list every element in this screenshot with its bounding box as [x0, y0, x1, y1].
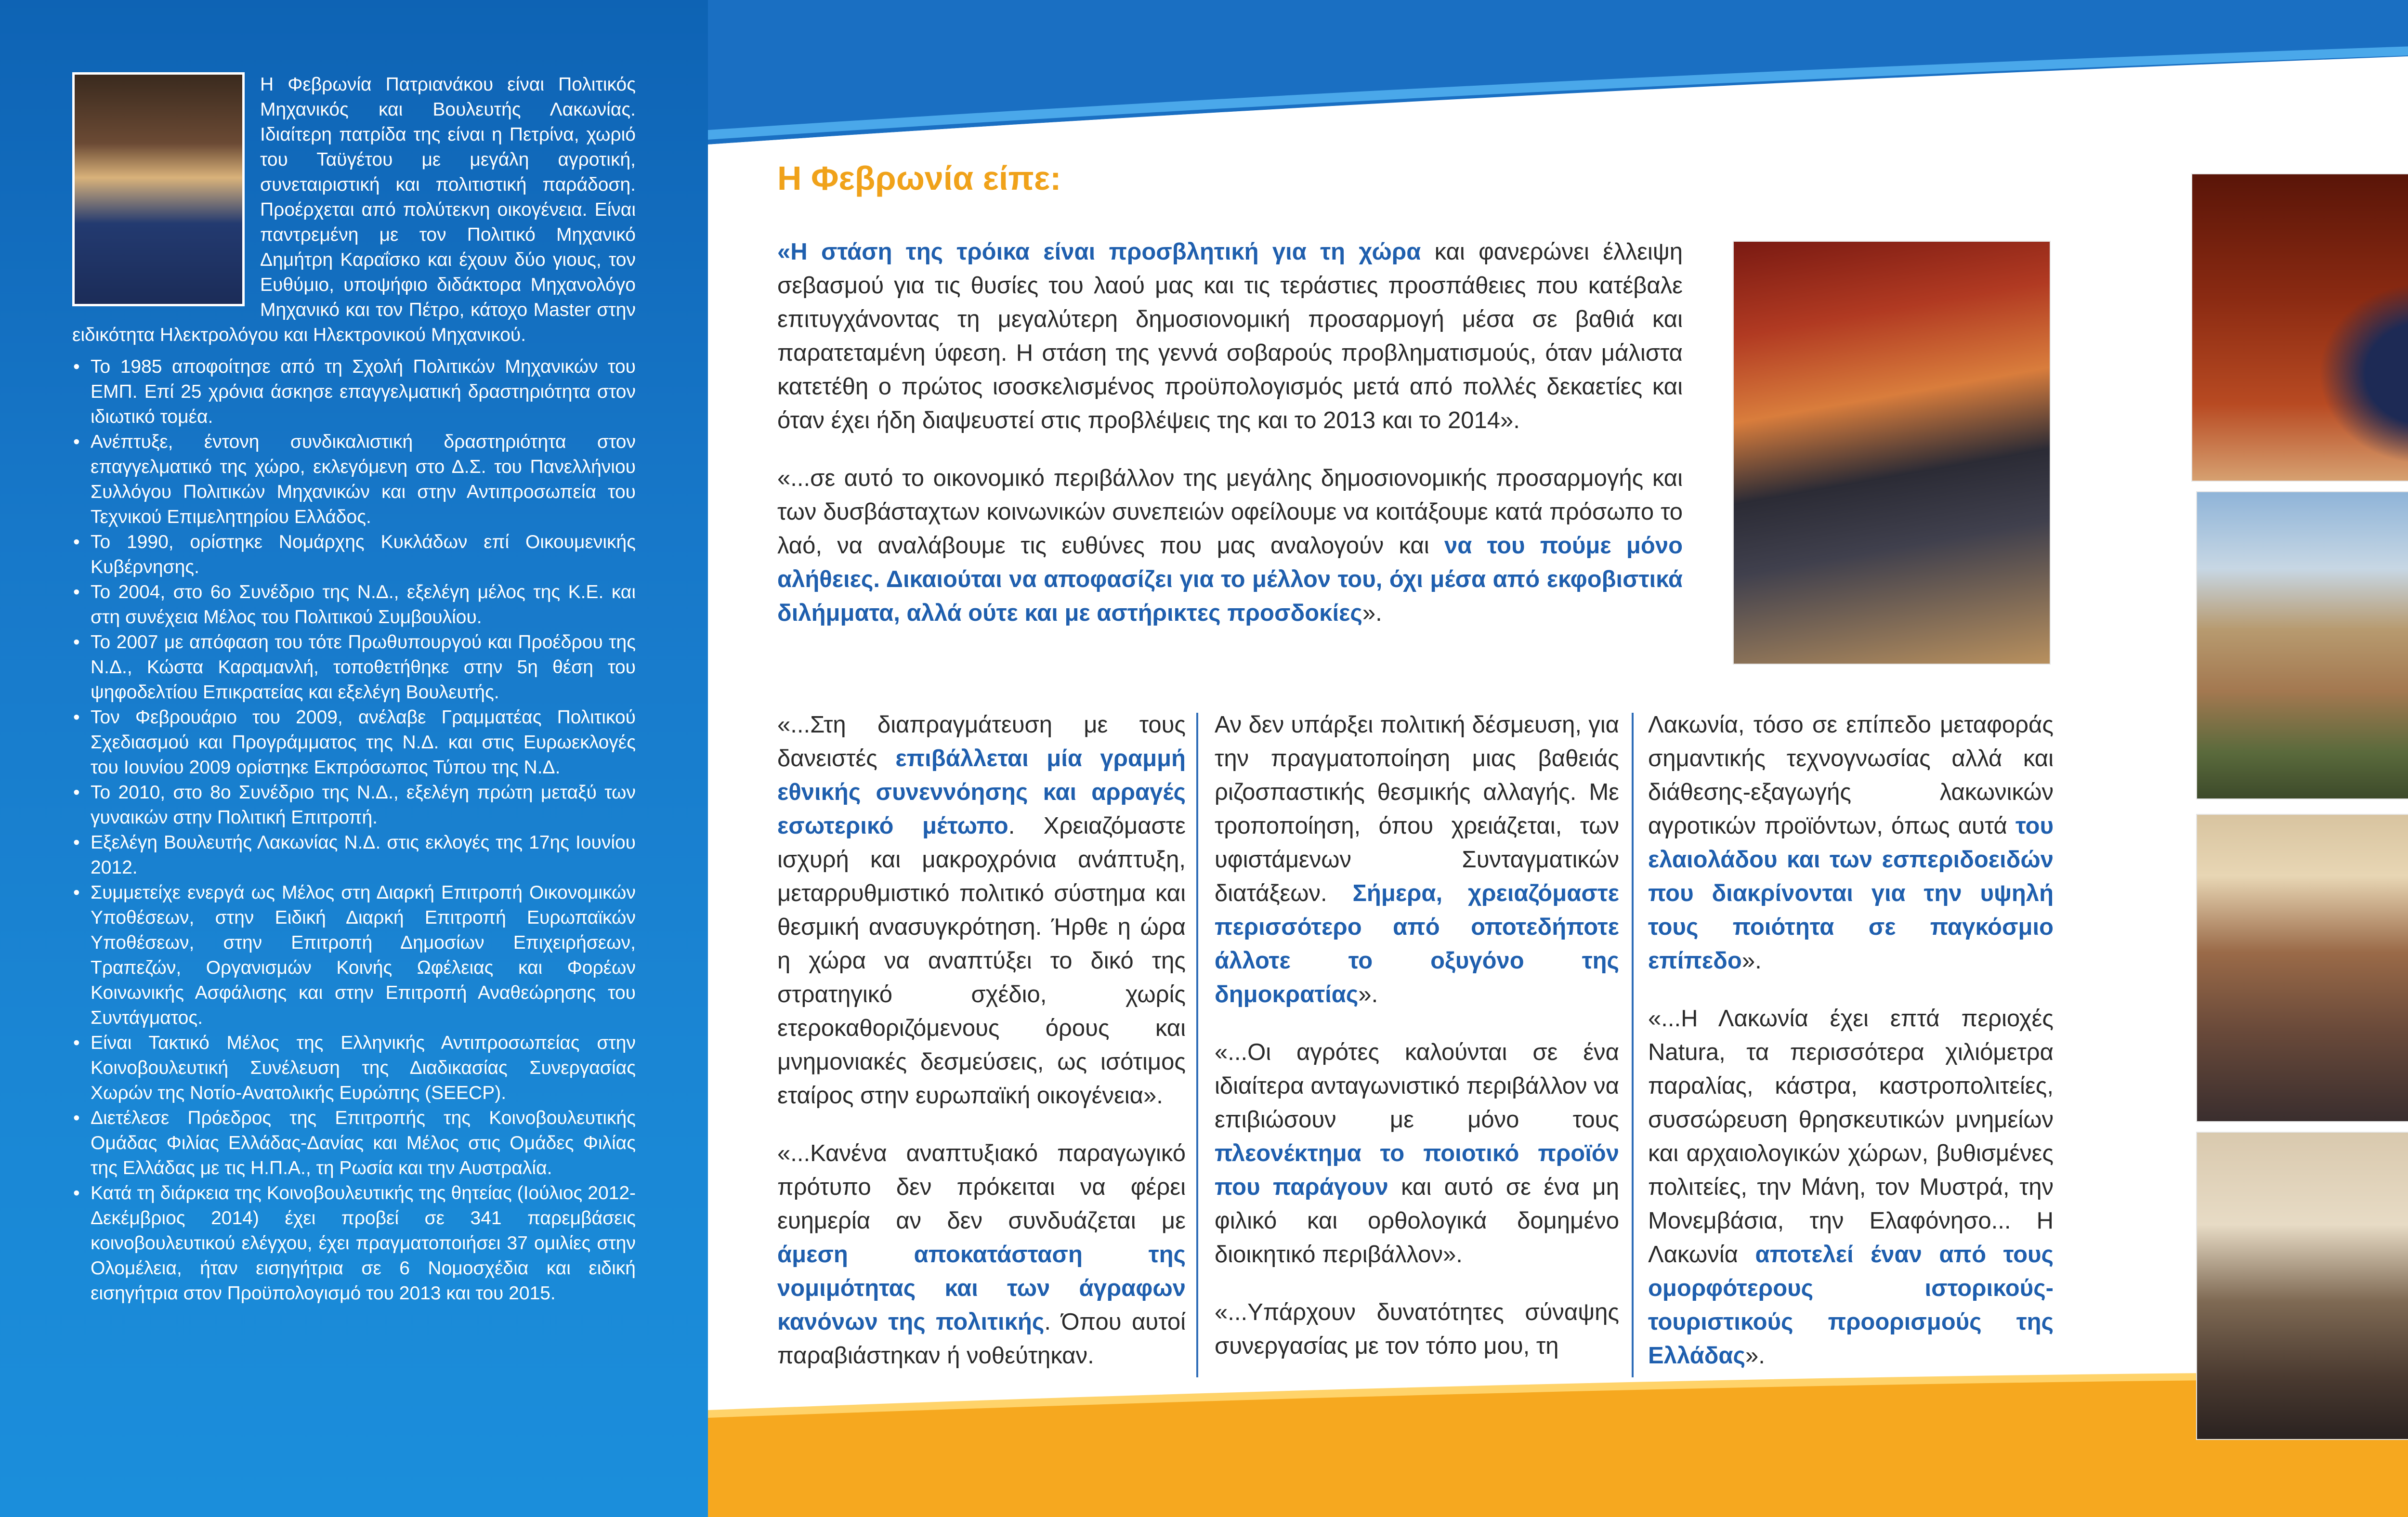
intro-quotes	[777, 235, 1683, 654]
intro-quote-1	[777, 235, 1683, 437]
highlight-text: «Η στάση της τρόικα είναι προσβλητική για τη χώρα	[777, 239, 1421, 265]
quote-paragraph	[1215, 1295, 1619, 1363]
biography-item: • Είναι Τακτικό Μέλος της Ελληνικής Αντιπροσωπείας στην Κοινοβουλευτική Συνέλευση της Διαδικασίας Συνεργασίας Χωρών της Νοτίο-Ανατολικής Ευρώπης (SEECP).	[72, 1031, 636, 1106]
biography-item: • Διετέλεσε Πρόεδρος της Επιτροπής της Κοινοβουλευτικής Ομάδας Φιλίας Ελλάδας-Δανίας και Μέλος στις Ομάδες Φιλίας της Ελλάδας με τις Η.Π.Α., τη Ρωσία και την Αυστραλία.	[72, 1106, 636, 1181]
biography-item: • Το 2010, στο 8ο Συνέδριο της Ν.Δ., εξελέγη πρώτη μεταξύ των γυναικών στην Πολιτική Επιτροπή.	[72, 780, 636, 830]
speech-photo	[2191, 173, 2408, 482]
body-text: . Όπου αυτοί παραβιάστηκαν ή νοθεύτηκαν.	[777, 1309, 1186, 1369]
text-column-2	[1215, 708, 1619, 1387]
highlight-text: επιβάλλεται μία γραμμή εθνικής συνεννόησης και αρραγές εσωτερικό μέτωπο	[777, 745, 1186, 839]
biography-item: • Κατά τη διάρκεια της Κοινοβουλευτικής της θητείας (Ιούλιος 2012-Δεκέμβριος 2014) έχει προβεί σε 341 παρεμβάσεις κοινοβουλευτικού ελέγχου, έχει πραγματοποιήσει 37 ομιλίες στην Ολομέλεια, ήταν εισηγήτρια σε 6 Νομοσχέδια και ειδική εισηγήτρια στον Προϋπολογισμό του 2013 και του 2015.	[72, 1181, 636, 1306]
body-text: και φανερώνει έλλειψη σεβασμού για τις θυσίες του λαού μας και τις τεράστιες προσπάθειες που κατέβαλε επιτυγχάνοντας τη μεγαλύτερη δημοσιονομική προσαρμογή μέσα σε βαθιά και παρατεταμένη ύφεση. Η στάση της γεννά σοβαρούς προβληματισμούς, όταν μάλιστα κατετέθη ο πρώτος ισοσκελισμένος προϋπολογισμός μετά από πολλές δεκαετίες και όταν έχει ήδη διαψευστεί στις προβλέψεις της και το 2013 και το 2014».	[777, 239, 1683, 433]
highlight-text: του ελαιολάδου και των εσπεριδοειδών που διακρίνονται για την υψηλή τους ποιότητα σε παγκόσμιο επίπεδο	[1648, 813, 2054, 974]
highlight-text: Σήμερα, χρειαζόμαστε περισσότερο από οποτεδήποτε άλλοτε το οξυγόνο της δημοκρατίας	[1215, 880, 1619, 1007]
body-text: . Χρειαζόμαστε ισχυρή και μακροχρόνια ανάπτυξη, μεταρρυθμιστικό πολιτικό σύστημα και θεσμική ανασυγκρότηση. Ήρθε η ώρα η χώρα να αναπτύξει το δικό της στρατηγικό σχέδιο, χωρίς ετεροκαθοριζόμενους όρους και μνημονιακές δεσμεύσεις, ως ισότιμος εταίρος στην ευρωπαϊκή οικογένεια».	[777, 813, 1186, 1109]
highlight-text: άμεση αποκατάσταση της νομιμότητας και των άγραφων κανόνων της πολιτικής	[777, 1242, 1186, 1335]
biography-intro: Η Φεβρωνία Πατριανάκου είναι Πολιτικός Μηχανικός και Βουλευτής Λακωνίας. Ιδιαίτερη πατρίδα της είναι η Πετρίνα, χωριό του Ταϋγέτου με μεγάλη αγροτική, συνεταιριστική και πολιτιστική παράδοση. Προέρχεται από πολύτεκνη οικογένεια. Είναι παντρεμένη με τον Πολιτικό Μηχανικό Δημήτρη Καραΐσκο και έχουν δύο γιους, τον Ευθύμιο, υποψήφιο διδάκτορα Μηχανολόγο Μηχανικό και τον Πέτρο, κάτοχο Master στην ειδικότητα Ηλεκτρολόγου και Ηλεκτρονικού Μηχανικού.	[72, 74, 636, 345]
biography-list	[72, 354, 636, 1306]
biography-sidebar	[0, 0, 708, 1517]
column-divider	[1196, 713, 1198, 1377]
biography-item: • Το 1985 αποφοίτησε από τη Σχολή Πολιτικών Μηχανικών του ΕΜΠ. Επί 25 χρόνια άσκησε επαγγελματική δραστηριότητα στον ιδιωτικό τομέα.	[72, 354, 636, 430]
text-column-1	[777, 708, 1186, 1397]
body-text: ».	[1358, 981, 1378, 1007]
highlight-text: αποτελεί έναν από τους ομορφότερους ιστορικούς-τουριστικούς προορισμούς της Ελλάδας	[1648, 1242, 2054, 1369]
body-text: «...Υπάρχουν δυνατότητες σύναψης συνεργασίας με τον τόπο μου, τη	[1215, 1299, 1619, 1359]
body-text: ».	[1362, 600, 1382, 626]
quote-paragraph	[777, 708, 1186, 1112]
body-text: «...σε αυτό το οικονομικό περιβάλλον της μεγάλης δημοσιονομικής προσαρμογής και των δυσβάσταχτων κοινωνικών συνεπειών οφείλουμε να κοιτάξουμε κατά πρόσωπο το λαό, να αναλάβουμε τις ευθύνες που μας αναλογούν και	[777, 465, 1683, 559]
body-text: ».	[1745, 1343, 1765, 1369]
page-heading: Η Φεβρωνία είπε:	[777, 159, 1061, 197]
body-text: «...Κανένα αναπτυξιακό παραγωγικό πρότυπο δεν πρόκειται να φέρει ευημερία αν δεν συνδυάζεται με	[777, 1140, 1186, 1234]
quote-paragraph	[1215, 1035, 1619, 1271]
biography-item: • Ανέπτυξε, έντονη συνδικαλιστική δραστηριότητα στον επαγγελματικό της χώρο, εκλεγόμενη στο Δ.Σ. του Πανελλήνιου Συλλόγου Πολιτικών Μηχανικών και στην Αντιπροσωπεία του Τεχνικού Επιμελητηρίου Ελλάδος.	[72, 430, 636, 530]
outdoor-gathering-photo	[2196, 1132, 2408, 1440]
biography-item: • Το 2007 με απόφαση του τότε Πρωθυπουργού και Προέδρου της Ν.Δ., Κώστα Καραμανλή, τοποθετήθηκε στην 5η θέση του ψηφοδελτίου Επικρατείας και εξελέγη Βουλευτής.	[72, 630, 636, 705]
parliament-session-photo	[1733, 241, 2051, 665]
body-text: «...Στη διαπραγμάτευση με τους δανειστές	[777, 712, 1186, 772]
quote-paragraph	[777, 1137, 1186, 1373]
biography-item: • Εξελέγη Βουλευτής Λακωνίας Ν.Δ. στις εκλογές της 17ης Ιουνίου 2012.	[72, 830, 636, 880]
biography-item: • Το 1990, ορίστηκε Νομάρχης Κυκλάδων επί Οικουμενικής Κυβέρνησης.	[72, 530, 636, 580]
intro-quote-2	[777, 461, 1683, 630]
top-wave-decoration	[708, 0, 2408, 144]
body-text: «...Η Λακωνία έχει επτά περιοχές Natura, τα περισσότερα χιλιόμετρα παραλίας, κάστρα, καστροπολιτείες, συσσώρευση θρησκευτικών μνημείων και αρχαιολογικών χώρων, βυθισμένες πολιτείες, την Μάνη, τον Μυστρά, την Μονεμβάσια, την Ελαφόνησο... Η Λακωνία	[1648, 1006, 2054, 1268]
highlight-text: πλεονέκτημα το ποιοτικό προϊόν που παράγουν	[1215, 1140, 1619, 1200]
biography-item: • Συμμετείχε ενεργά ως Μέλος στη Διαρκή Επιτροπή Οικονομικών Υποθέσεων, στην Ειδική Διαρκή Επιτροπή Ευρωπαϊκών Υποθέσεων, στην Επιτροπή Δημοσίων Επιχειρήσεων, Τραπεζών, Οργανισμών Κοινής Ωφέλειας και Φορέων Κοινωνικής Ασφάλισης και στην Επιτροπή Αναθεώρησης του Συντάγματος.	[72, 880, 636, 1031]
body-text: ».	[1741, 948, 1762, 974]
quote-paragraph	[1648, 708, 2054, 978]
column-divider	[1632, 713, 1634, 1377]
portrait-photo	[72, 72, 245, 306]
text-column-3	[1648, 708, 2054, 1397]
quote-paragraph	[1215, 708, 1619, 1011]
body-text: και αυτό σε ένα μη φιλικό και ορθολογικά δομημένο διοικητικό περιβάλλον».	[1215, 1174, 1619, 1268]
biography-item: • Το 2004, στο 6ο Συνέδριο της Ν.Δ., εξελέγη μέλος της Κ.Ε. και στη συνέχεια Μέλος του Πολιτικού Συμβουλίου.	[72, 580, 636, 630]
body-text: Αν δεν υπάρξει πολιτική δέσμευση, για την πραγματοποίηση μιας βαθειάς ριζοσπαστικής θεσμικής αλλαγής. Με τροποποίηση, όπου χρειάζεται, των υφιστάμενων Συνταγματικών διατάξεων.	[1215, 712, 1619, 906]
biography-item: • Τον Φεβρουάριο του 2009, ανέλαβε Γραμματέας Πολιτικού Σχεδιασμού και Προγράμματος της Ν.Δ. και στις Ευρωεκλογές του Ιουνίου 2009 ορίστηκε Εκπρόσωπος Τύπου της Ν.Δ.	[72, 705, 636, 780]
village-square-photo	[2196, 491, 2408, 799]
highlight-text: να του πούμε μόνο αλήθειες. Δικαιούται να αποφασίζει για το μέλλον του, όχι μέσα από εκφοβιστικά διλήμματα, αλλά ούτε και με αστήρικτες προσδοκίες	[777, 533, 1683, 626]
body-text: «...Οι αγρότες καλούνται σε ένα ιδιαίτερα ανταγωνιστικό περιβάλλον να επιβιώσουν με μόνο τους	[1215, 1039, 1619, 1133]
body-text: Λακωνία, τόσο σε επίπεδο μεταφοράς σημαντικής τεχνογνωσίας αλλά και διάθεσης-εξαγωγής λακωνικών αγροτικών προϊόντων, όπως αυτά	[1648, 712, 2054, 839]
event-hall-photo	[2196, 814, 2408, 1122]
quote-paragraph	[1648, 1002, 2054, 1373]
